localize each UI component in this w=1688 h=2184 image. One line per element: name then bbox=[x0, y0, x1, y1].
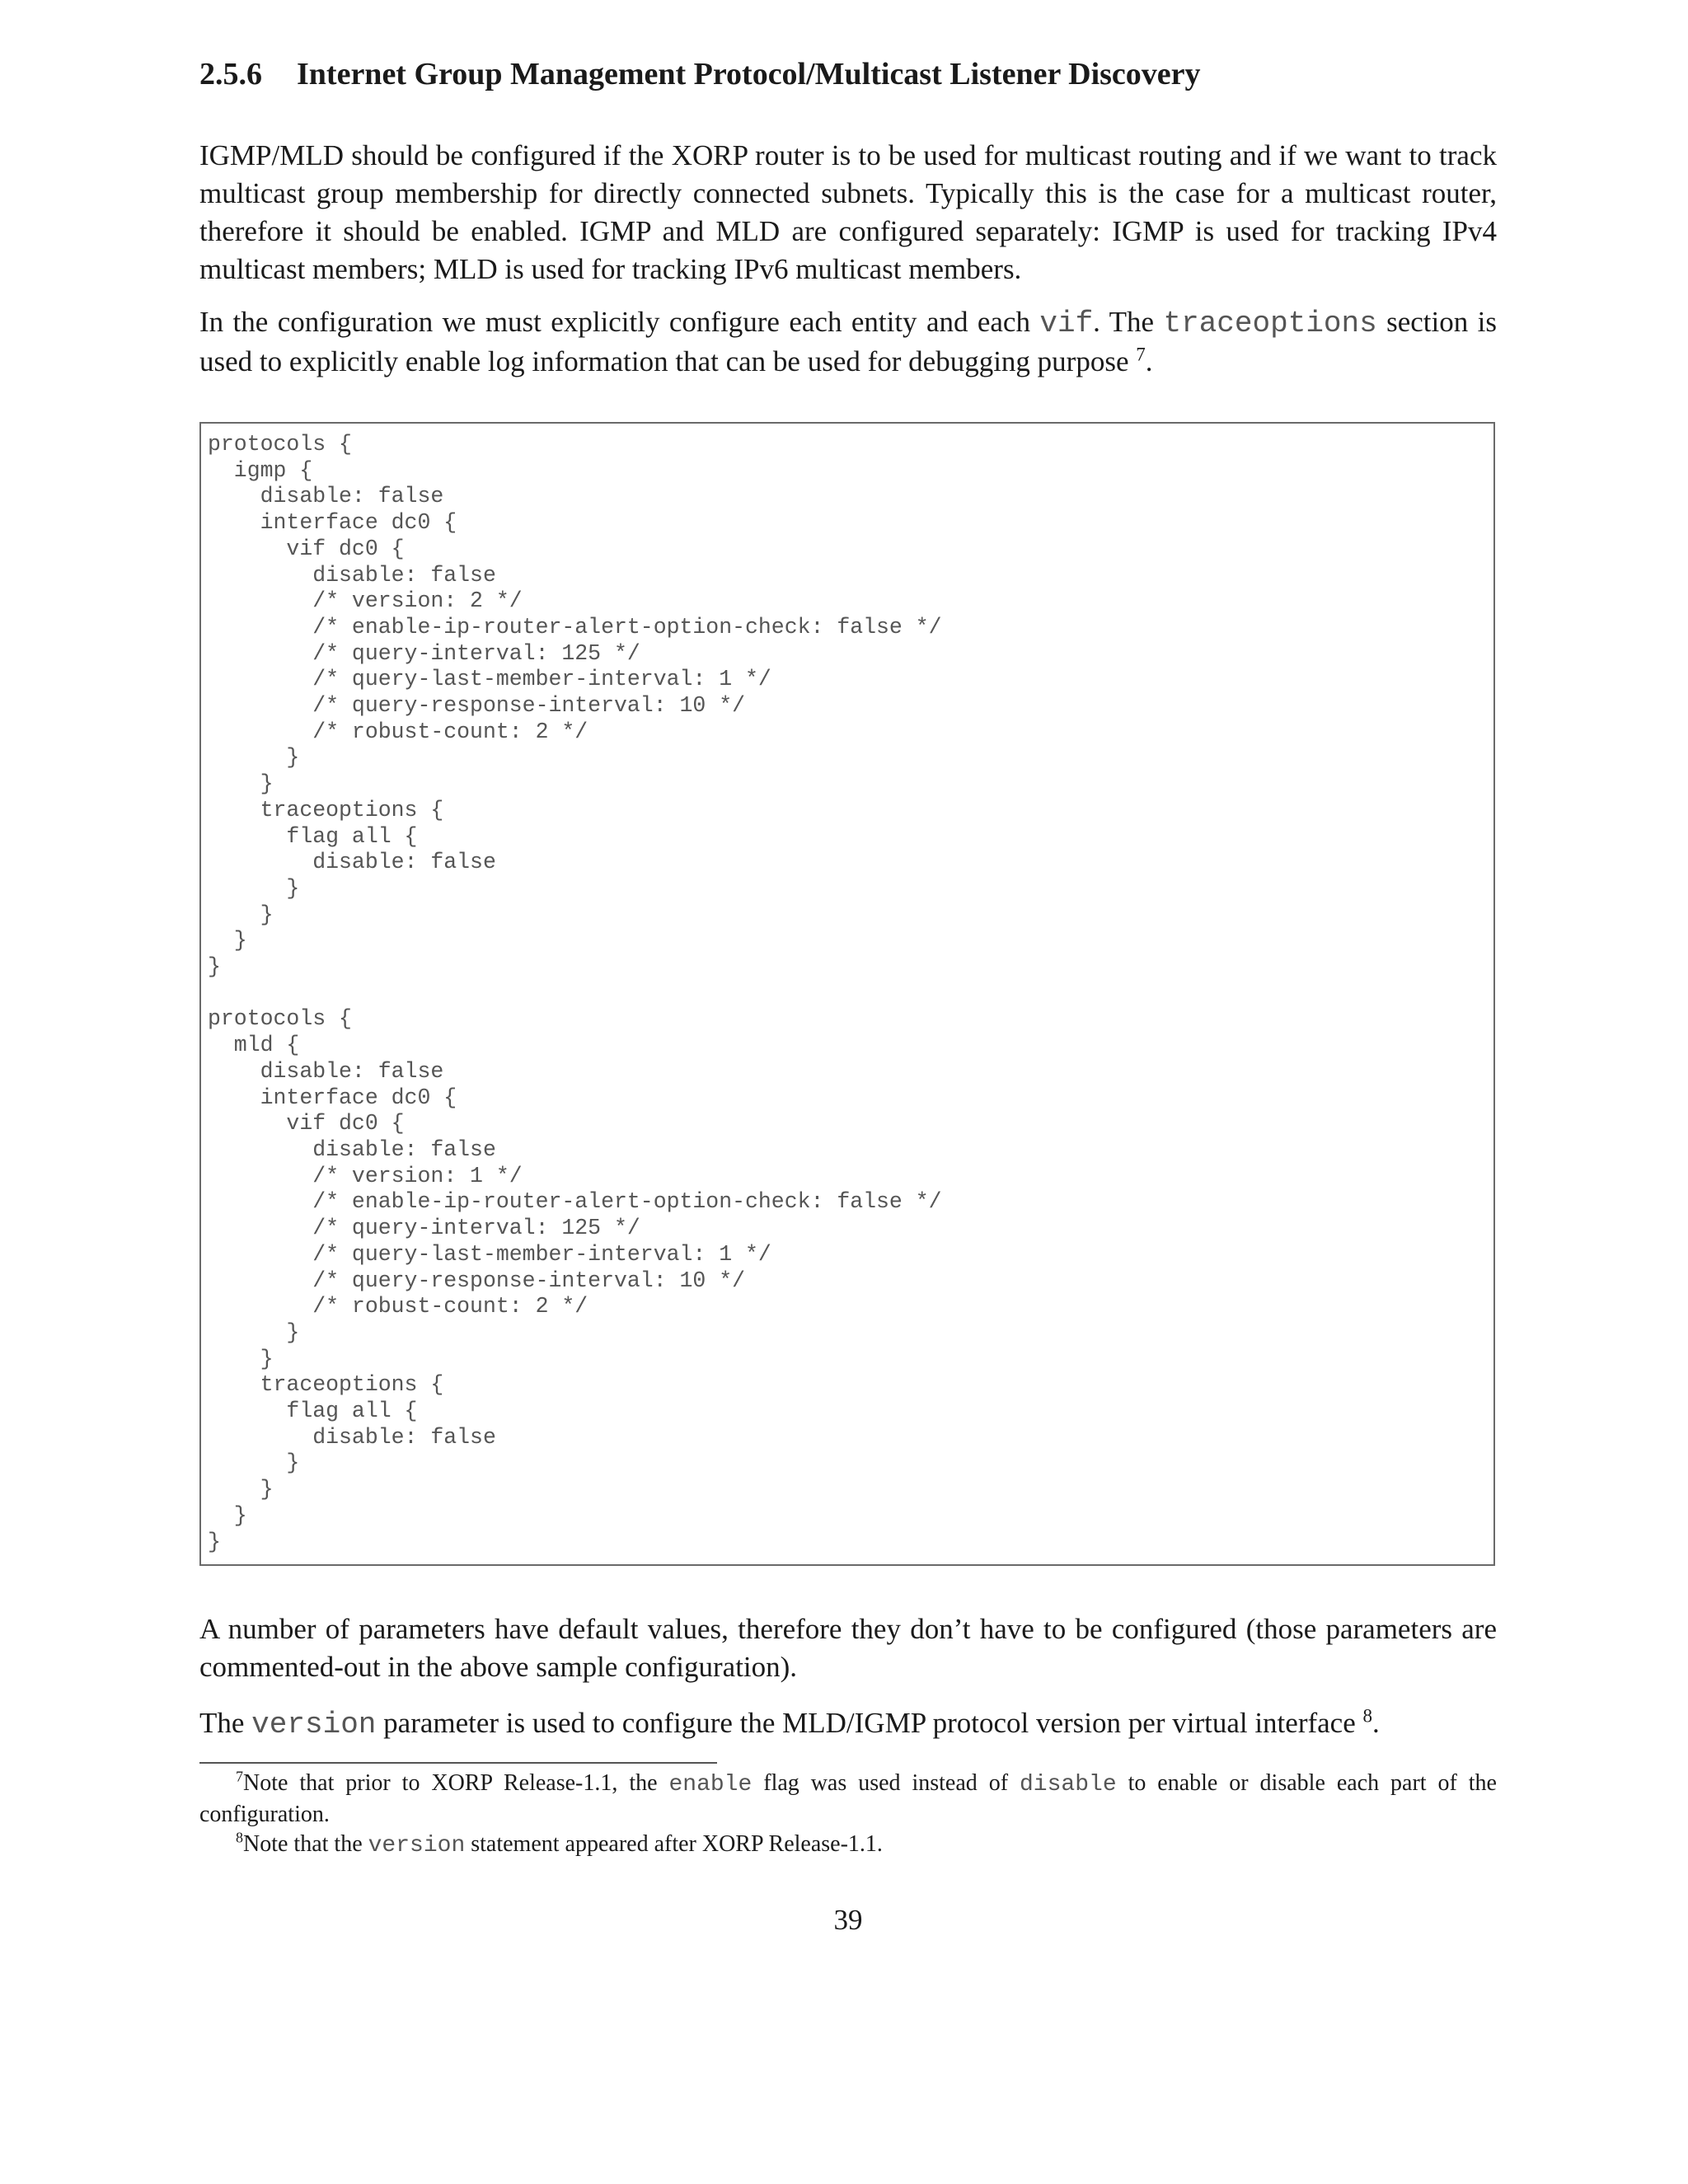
code-sample: protocols { igmp { disable: false interface dc0 { vif dc0 { disable: false /* version: 2 */ /* enable-ip-router-alert-option-check: false */ /* query-interval: 125 */ /* query-last-member-interval: 1 */ /* query-response-interval: 10 */ /* robust-count: 2 */ } } traceoptions { flag all { disable: false } } } } protocols { mld { disable: false interface dc0 { vif dc0 { disable: false /* version: 1 */ /* enable-ip-router-alert-option-check: false */ /* query-interval: 125 */ /* query-last-member-interval: 1 */ /* query-response-interval: 10 */ /* robust-count: 2 */ } } traceoptions { flag all { disable: false } } } } bbox=[208, 432, 942, 1554]
footnote-mark-8: 8 bbox=[236, 1829, 243, 1846]
footnote-8 bbox=[199, 1830, 1497, 1861]
inline-code-vif: vif bbox=[1039, 307, 1094, 340]
footnote-ref-7[interactable]: 7 bbox=[1136, 344, 1146, 365]
config-paragraph-text-3: section is used to explicitly enable log information that can be used for debugging purpose bbox=[199, 306, 1497, 377]
footnote-divider bbox=[199, 1762, 717, 1764]
footnote-7-text-1: Note that prior to XORP Release-1.1, the bbox=[243, 1770, 669, 1796]
footnote-8-text-2: statement appeared after XORP Release-1.1. bbox=[465, 1831, 883, 1857]
footnote-code-disable: disable bbox=[1020, 1772, 1117, 1797]
page-number: 39 bbox=[833, 1904, 863, 1936]
version-paragraph-text-1: The bbox=[199, 1707, 252, 1739]
footnote-8-text-1: Note that the bbox=[243, 1831, 368, 1857]
footnote-code-enable: enable bbox=[668, 1772, 753, 1797]
footnote-mark-7: 7 bbox=[236, 1768, 243, 1785]
footnote-7-text-3: to enable or disable each part of the configuration. bbox=[199, 1770, 1497, 1827]
intro-paragraph: IGMP/MLD should be configured if the XORP router is to be used for multicast routing and if we want to track multicast group membership for directly connected subnets. Typically this is the case for a multicast router, therefore it should be enabled. IGMP and MLD are configured separately: IGMP is used for tracking IPv4 multicast members; MLD is used for tracking IPv6 multicast members. bbox=[199, 139, 1497, 285]
version-paragraph bbox=[199, 1704, 1497, 1744]
version-paragraph-text-2: parameter is used to configure the MLD/IGMP protocol version per virtual interface bbox=[376, 1707, 1363, 1739]
config-paragraph-text-4: . bbox=[1145, 345, 1153, 377]
footnote-ref-8[interactable]: 8 bbox=[1362, 1705, 1372, 1727]
footnote-7-text-2: flag was used instead of bbox=[752, 1770, 1020, 1796]
defaults-paragraph: A number of parameters have default values, therefore they don’t have to be configured (those parameters are commented-out in the above sample configuration). bbox=[199, 1613, 1497, 1683]
inline-code-version: version bbox=[251, 1708, 377, 1741]
inline-code-traceoptions: traceoptions bbox=[1163, 307, 1377, 340]
footnote-code-version: version bbox=[368, 1833, 466, 1858]
config-paragraph-text-2: . The bbox=[1093, 306, 1164, 338]
code-sample-box bbox=[199, 422, 1495, 1566]
footnote-7 bbox=[199, 1769, 1497, 1830]
config-paragraph-text-1: In the configuration we must explicitly configure each entity and each bbox=[199, 306, 1040, 338]
version-paragraph-text-3: . bbox=[1372, 1707, 1380, 1739]
section-heading bbox=[199, 56, 1201, 92]
config-paragraph bbox=[199, 303, 1497, 381]
section-number: 2.5.6 bbox=[199, 57, 262, 91]
section-title: Internet Group Management Protocol/Multicast Listener Discovery bbox=[297, 57, 1201, 91]
